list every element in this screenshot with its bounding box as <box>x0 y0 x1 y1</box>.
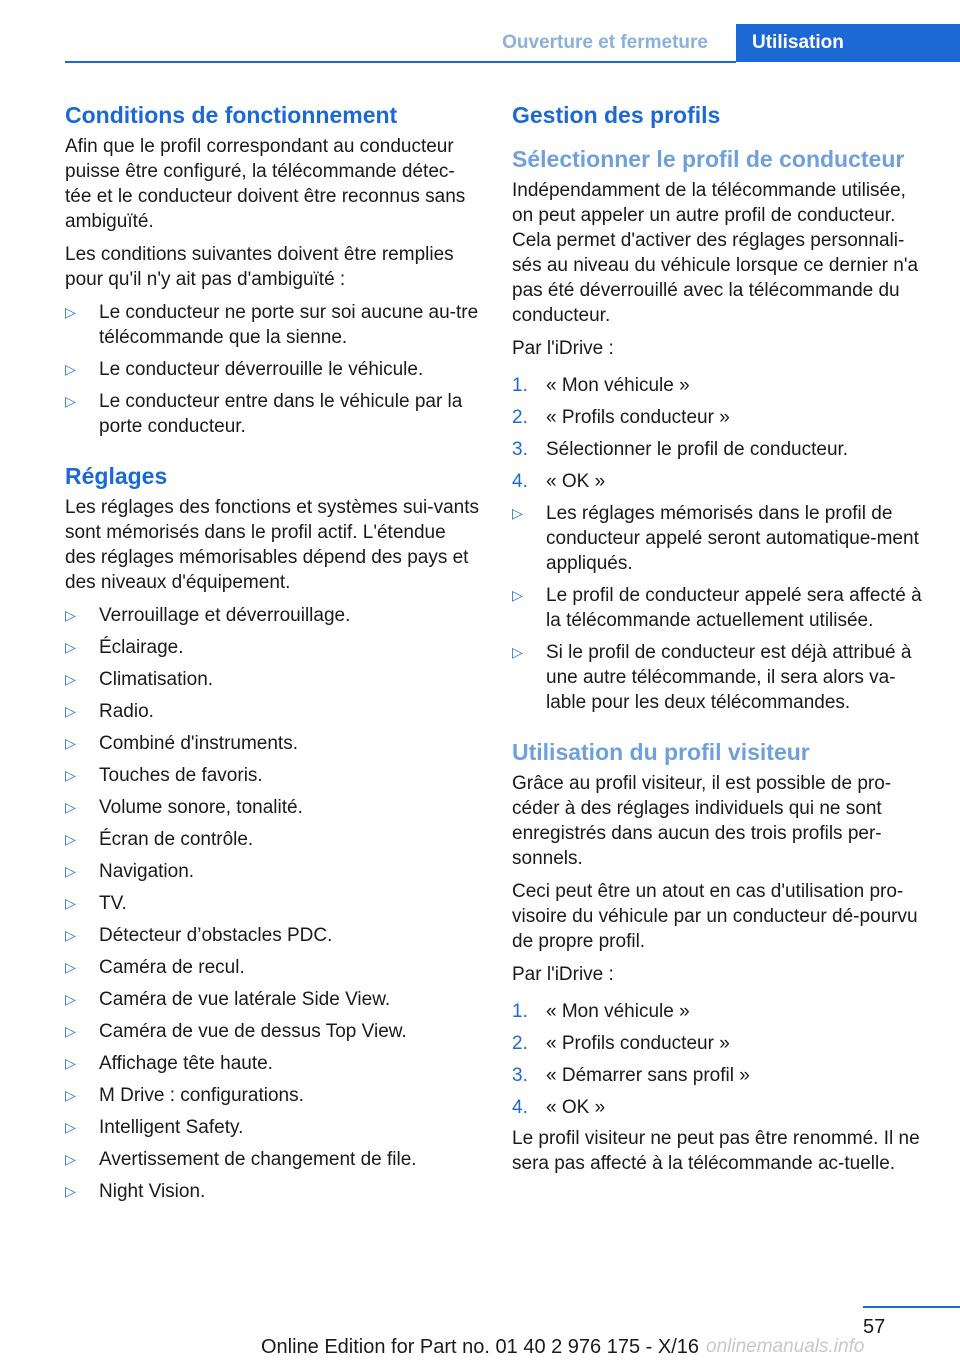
triangle-right-icon: ▷ <box>65 799 76 815</box>
list-item: ▷ Climatisation. <box>65 669 214 690</box>
list-item: ▷ Caméra de vue de dessus Top View. <box>65 1021 407 1042</box>
triangle-right-icon: ▷ <box>512 587 523 603</box>
list-item: ▷ M Drive : configurations. <box>65 1085 304 1106</box>
triangle-right-icon: ▷ <box>65 735 76 751</box>
gestion-heading: Gestion des profils <box>512 102 721 128</box>
select-profile-steps <box>512 373 927 494</box>
triangle-right-icon: ▷ <box>65 671 76 687</box>
list-item: ▷ Caméra de vue latérale Side View. <box>65 989 391 1010</box>
triangle-right-icon: ▷ <box>65 304 76 320</box>
list-item: ▷ Le profil de conducteur appelé sera affecté à la télécommande actuellement utilisée. <box>512 585 922 631</box>
select-profile-notes <box>512 501 927 715</box>
section-conditions <box>65 100 480 439</box>
triangle-right-icon: ▷ <box>65 607 76 623</box>
list-item: ▷ Radio. <box>65 701 154 722</box>
right-column <box>512 100 927 1184</box>
triangle-right-icon: ▷ <box>65 1183 76 1199</box>
list-item: ▷ Avertissement de changement de file. <box>65 1149 417 1170</box>
conditions-heading: Conditions de fonctionnement <box>65 102 398 128</box>
list-item: ▷ Intelligent Safety. <box>65 1117 244 1138</box>
list-item: ▷ Le conducteur déverrouille le véhicule. <box>65 359 424 380</box>
triangle-right-icon: ▷ <box>65 1119 76 1135</box>
step-item: 2. « Profils conducteur » <box>512 407 730 428</box>
select-profile-para: Indépendamment de la télécommande utilisée, on peut appeler un autre profil de conducteur. Cela permet d'activer des réglages personnali-sés au niveau du véhicule lorsque ce dernier n'a pas été déverrouillé avec la télécommande du conducteur. <box>512 180 919 326</box>
section-guest-profile <box>512 737 927 1176</box>
section-reglages <box>65 461 480 1204</box>
list-item: ▷ Verrouillage et déverrouillage. <box>65 605 351 626</box>
triangle-right-icon: ▷ <box>65 1023 76 1039</box>
list-item: ▷ Night Vision. <box>65 1181 206 1202</box>
list-item: ▷ Éclairage. <box>65 637 184 658</box>
reglages-para: Les réglages des fonctions et systèmes sui-vants sont mémorisés dans le profil actif. L'étendue des réglages mémorisables dépend des pays et des niveaux d'équipement. <box>65 497 479 593</box>
page-header <box>0 24 960 62</box>
step-item: 1. « Mon véhicule » <box>512 375 690 396</box>
step-item: 4. « OK » <box>512 1097 606 1118</box>
triangle-right-icon: ▷ <box>65 863 76 879</box>
triangle-right-icon: ▷ <box>65 361 76 377</box>
list-item: ▷ Caméra de recul. <box>65 957 245 978</box>
step-item: 4. « OK » <box>512 471 606 492</box>
header-chapter-tab: Utilisation <box>736 24 960 62</box>
triangle-right-icon: ▷ <box>65 895 76 911</box>
list-item: ▷ Écran de contrôle. <box>65 829 254 850</box>
list-item: ▷ Si le profil de conducteur est déjà attribué à une autre télécommande, il sera alors va-lable pour les deux télécommandes. <box>512 642 912 713</box>
conditions-para: Afin que le profil correspondant au conducteur puisse être configuré, la télécommande détec-tée et le conducteur doivent être reconnus sans ambiguïté. <box>65 136 466 232</box>
guest-profile-para: Ceci peut être un atout en cas d'utilisation pro-visoire du véhicule par un conducteur dé-pourvu de propre profil. <box>512 881 918 952</box>
list-item: ▷ Combiné d'instruments. <box>65 733 298 754</box>
list-item: ▷ Affichage tête haute. <box>65 1053 273 1074</box>
list-item: ▷ Les réglages mémorisés dans le profil de conducteur appelé seront automatique-ment appliqués. <box>512 503 919 574</box>
edition-footer: Online Edition for Part no. 01 40 2 976 175 - X/16 <box>260 1336 700 1358</box>
step-item: 2. « Profils conducteur » <box>512 1033 730 1054</box>
list-item: ▷ Volume sonore, tonalité. <box>65 797 303 818</box>
reglages-heading: Réglages <box>65 463 168 489</box>
step-item: 3. Sélectionner le profil de conducteur. <box>512 439 849 460</box>
select-profile-heading: Sélectionner le profil de conducteur <box>512 146 905 172</box>
guest-profile-para: Grâce au profil visiteur, il est possible de pro-céder à des réglages individuels qui ne sont enregistrés dans aucun des trois profils per-sonnels. <box>512 773 892 869</box>
list-item: ▷ Navigation. <box>65 861 195 882</box>
watermark: onlinemanuals.info <box>706 1336 865 1357</box>
triangle-right-icon: ▷ <box>65 393 76 409</box>
triangle-right-icon: ▷ <box>65 1087 76 1103</box>
triangle-right-icon: ▷ <box>65 1055 76 1071</box>
step-item: 3. « Démarrer sans profil » <box>512 1065 750 1086</box>
triangle-right-icon: ▷ <box>65 639 76 655</box>
triangle-right-icon: ▷ <box>65 927 76 943</box>
triangle-right-icon: ▷ <box>512 505 523 521</box>
page-number: 57 <box>863 1316 886 1338</box>
left-column <box>65 100 480 1214</box>
list-item: ▷ Touches de favoris. <box>65 765 263 786</box>
reglages-list <box>65 603 480 1204</box>
list-item: ▷ TV. <box>65 893 127 914</box>
list-item: ▷ Le conducteur ne porte sur soi aucune au-tre télécommande que la sienne. <box>65 302 479 348</box>
guest-profile-heading: Utilisation du profil visiteur <box>512 739 810 765</box>
conditions-list <box>65 300 480 439</box>
triangle-right-icon: ▷ <box>65 767 76 783</box>
header-rule <box>65 61 736 63</box>
triangle-right-icon: ▷ <box>65 991 76 1007</box>
list-item: ▷ Le conducteur entre dans le véhicule par la porte conducteur. <box>65 391 463 437</box>
triangle-right-icon: ▷ <box>512 644 523 660</box>
step-item: 1. « Mon véhicule » <box>512 1001 690 1022</box>
triangle-right-icon: ▷ <box>65 831 76 847</box>
triangle-right-icon: ▷ <box>65 959 76 975</box>
select-profile-para: Par l'iDrive : <box>512 338 614 359</box>
section-select-profile <box>512 144 927 715</box>
guest-profile-closing: Le profil visiteur ne peut pas être renommé. Il ne sera pas affecté à la télécommande ac-tuelle. <box>512 1128 920 1174</box>
guest-profile-steps <box>512 999 927 1120</box>
triangle-right-icon: ▷ <box>65 703 76 719</box>
header-section-title: Ouverture et fermeture <box>502 32 708 53</box>
section-gestion <box>512 100 927 130</box>
footer-rule <box>863 1306 960 1308</box>
list-item: ▷ Détecteur d’obstacles PDC. <box>65 925 333 946</box>
conditions-para: Les conditions suivantes doivent être remplies pour qu'il n'y ait pas d'ambiguïté : <box>65 244 454 290</box>
triangle-right-icon: ▷ <box>65 1151 76 1167</box>
guest-profile-para: Par l'iDrive : <box>512 964 614 985</box>
